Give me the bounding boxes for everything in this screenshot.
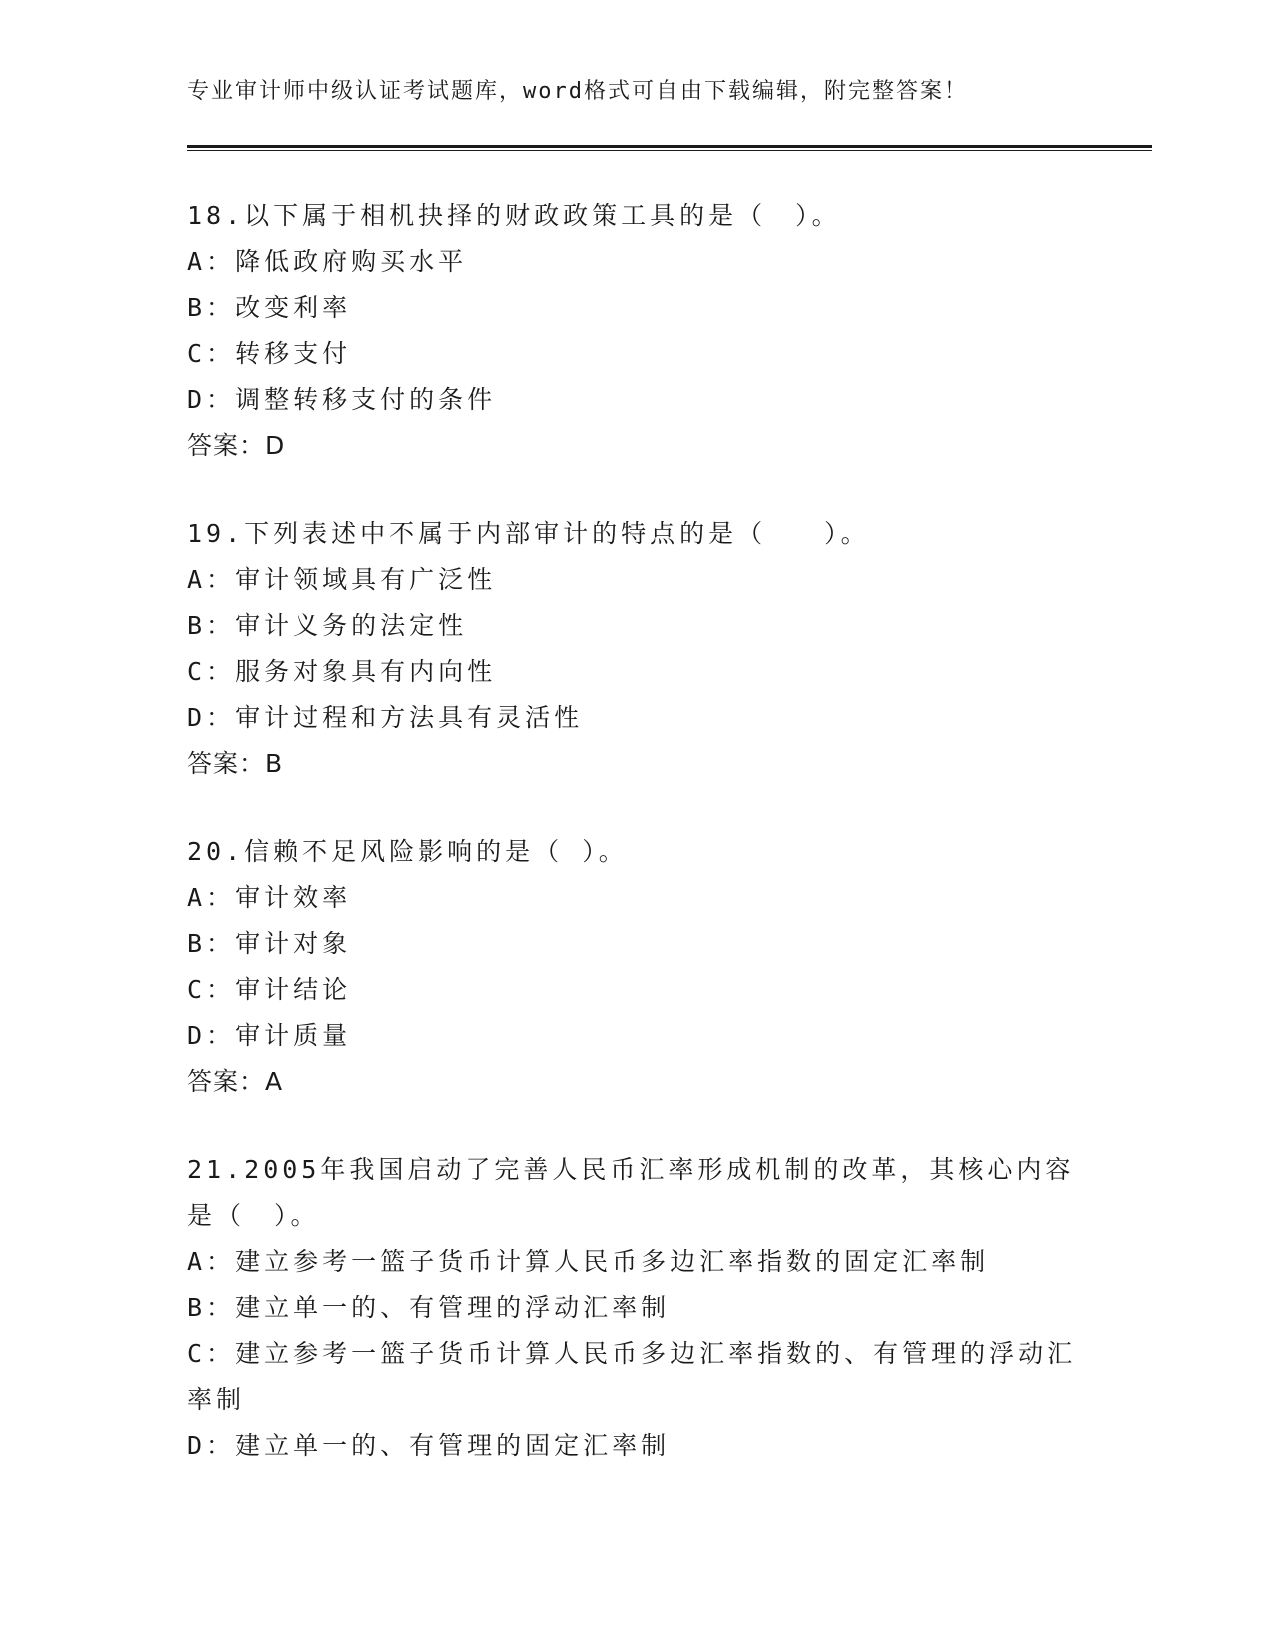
option-key: A： [187, 1247, 236, 1276]
option-text: 转移支付 [235, 339, 352, 368]
option-key: C： [187, 975, 236, 1004]
option-key: B： [187, 611, 236, 640]
option-b [187, 285, 1087, 331]
option-key: D： [187, 703, 236, 732]
option-text: 审计义务的法定性 [235, 611, 468, 640]
option-text: 审计质量 [235, 1021, 352, 1050]
option-d [187, 377, 1087, 423]
option-key: B： [187, 929, 236, 958]
option-text: 调整转移支付的条件 [235, 385, 497, 414]
option-text: 建立单一的、有管理的浮动汇率制 [235, 1293, 671, 1322]
option-text: 服务对象具有内向性 [235, 657, 497, 686]
option-text: 降低政府购买水平 [235, 247, 468, 276]
question-stem: 21.2005年我国启动了完善人民币汇率形成机制的改革，其核心内容是（ ）。 [187, 1155, 1075, 1230]
option-a [187, 557, 1087, 603]
option-key: D： [187, 385, 236, 414]
option-text: 建立参考一篮子货币计算人民币多边汇率指数的固定汇率制 [235, 1247, 990, 1276]
option-a [187, 1239, 1087, 1285]
option-key: A： [187, 883, 236, 912]
option-key: B： [187, 1293, 236, 1322]
question-stem: 19.下列表述中不属于内部审计的特点的是（ ）。 [187, 519, 870, 548]
question-20 [187, 829, 1087, 1105]
option-text: 审计效率 [235, 883, 352, 912]
option-key: C： [187, 657, 236, 686]
option-d [187, 1013, 1087, 1059]
question-19 [187, 511, 1087, 787]
answer-line: 答案：D [187, 431, 286, 460]
option-key: B： [187, 293, 236, 322]
option-text: 审计领域具有广泛性 [235, 565, 497, 594]
option-c [187, 1331, 1087, 1423]
option-a [187, 875, 1087, 921]
answer-line: 答案：B [187, 749, 284, 778]
option-key: A： [187, 247, 236, 276]
header-rule-thick [187, 145, 1152, 148]
option-key: C： [187, 1339, 236, 1368]
question-stem: 20.信赖不足风险影响的是（ ）。 [187, 837, 628, 866]
question-21 [187, 1147, 1087, 1469]
option-c [187, 649, 1087, 695]
option-b [187, 921, 1087, 967]
option-key: D： [187, 1431, 236, 1460]
option-key: A： [187, 565, 236, 594]
document-header: 专业审计师中级认证考试题库，word格式可自由下载编辑，附完整答案！ [187, 79, 968, 104]
option-text: 建立参考一篮子货币计算人民币多边汇率指数的、有管理的浮动汇率制 [187, 1339, 1077, 1414]
option-text: 改变利率 [235, 293, 352, 322]
question-18 [187, 193, 1087, 469]
option-c [187, 331, 1087, 377]
answer-line: 答案：A [187, 1067, 284, 1096]
option-b [187, 1285, 1087, 1331]
header-rule-thin [187, 150, 1152, 151]
option-text: 审计过程和方法具有灵活性 [235, 703, 584, 732]
option-key: D： [187, 1021, 236, 1050]
option-b [187, 603, 1087, 649]
option-c [187, 967, 1087, 1013]
question-stem: 18.以下属于相机抉择的财政政策工具的是（ ）。 [187, 201, 841, 230]
option-d [187, 695, 1087, 741]
option-text: 审计对象 [235, 929, 352, 958]
option-d [187, 1423, 1087, 1469]
option-a [187, 239, 1087, 285]
option-text: 建立单一的、有管理的固定汇率制 [235, 1431, 671, 1460]
option-text: 审计结论 [235, 975, 352, 1004]
option-key: C： [187, 339, 236, 368]
